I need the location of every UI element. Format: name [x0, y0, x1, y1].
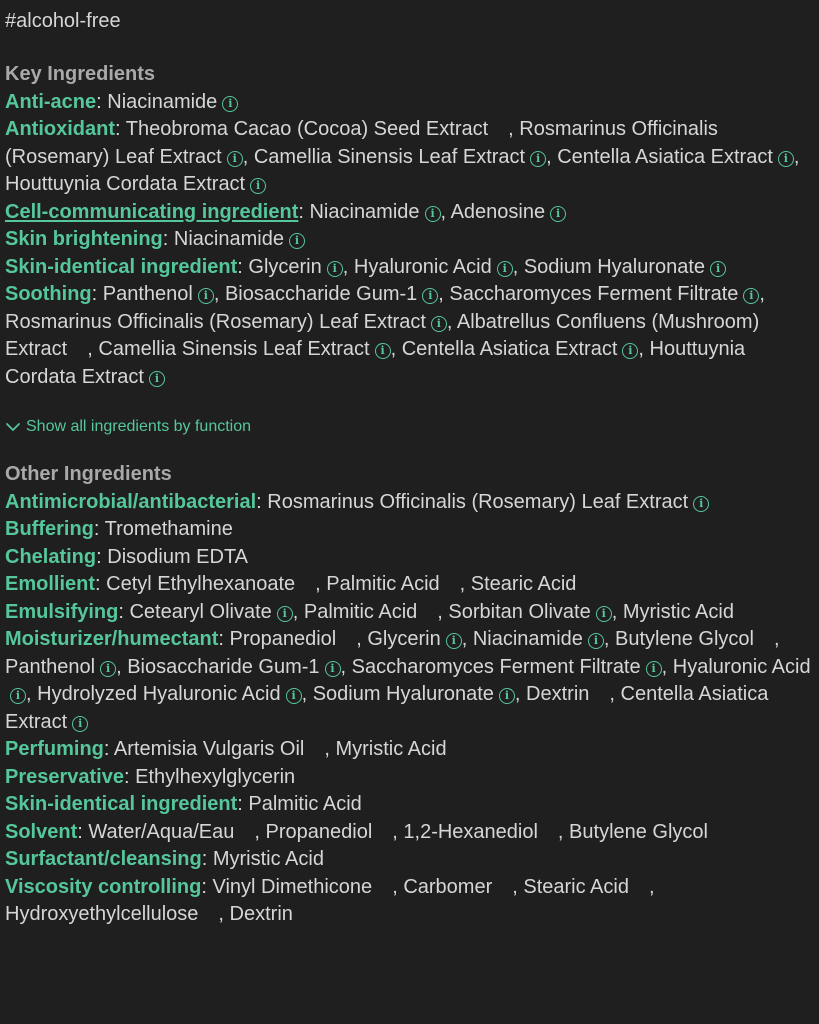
separator: ,: [546, 145, 558, 168]
key-row-skin-brightening: [5, 226, 815, 254]
other-row-emulsifying: [5, 599, 815, 627]
ingredient-link[interactable]: 1,2-Hexanediol: [403, 820, 538, 843]
info-icon[interactable]: i: [693, 496, 709, 512]
ingredient-link[interactable]: Sodium Hyaluronate: [523, 255, 706, 278]
info-icon[interactable]: i: [622, 343, 638, 359]
key-row-anti-acne: [5, 89, 815, 117]
separator: ,: [603, 628, 616, 650]
ingredient-link[interactable]: Carbomer: [403, 875, 493, 898]
ingredient-link[interactable]: Niacinamide: [309, 200, 420, 223]
separator: ,: [609, 683, 621, 705]
ingredient-link[interactable]: Sodium Hyaluronate: [312, 683, 494, 705]
other-row-chelating: [5, 544, 815, 572]
info-icon[interactable]: i: [227, 151, 243, 167]
separator: ,: [213, 283, 225, 305]
separator: :: [77, 820, 89, 843]
separator: ,: [514, 683, 527, 705]
ingredient-link[interactable]: Centella Asiatica Extract: [401, 338, 618, 360]
ingredient-link[interactable]: Butylene Glycol: [569, 820, 709, 843]
function-label[interactable]: Cell-communicating ingredient: [5, 200, 299, 223]
separator: :: [201, 848, 213, 870]
other-row-viscosity-controlling: [5, 874, 815, 929]
info-icon[interactable]: i: [596, 606, 612, 622]
ingredient-link[interactable]: Centella Asiatica Extract: [5, 683, 769, 733]
separator: :: [298, 200, 310, 223]
separator: :: [123, 765, 136, 788]
other-row-skin-identical-ingredient: [5, 791, 815, 819]
separator: ,: [512, 875, 524, 898]
ingredient-link[interactable]: Saccharomyces Ferment Filtrate: [449, 283, 739, 305]
info-icon[interactable]: i: [100, 661, 116, 677]
ingredient-link[interactable]: Stearic Acid: [470, 573, 577, 595]
separator: ,: [356, 628, 368, 650]
separator: ,: [26, 683, 38, 705]
separator: :: [96, 90, 108, 113]
ingredient-link[interactable]: Glycerin: [248, 255, 322, 278]
other-row-buffering: [5, 516, 815, 544]
separator: :: [162, 228, 174, 250]
ingredient-link[interactable]: Rosmarinus Officinalis (Rosemary) Leaf Extract: [267, 490, 689, 513]
ingredient-link[interactable]: Sorbitan Olivate: [448, 600, 591, 623]
separator: ,: [508, 118, 520, 140]
ingredient-link[interactable]: Propanediol: [265, 820, 373, 843]
function-label[interactable]: Chelating: [5, 545, 97, 568]
ingredient-link[interactable]: Water/Aqua/Eau: [88, 820, 235, 843]
info-icon[interactable]: i: [422, 288, 438, 304]
ingredient-link[interactable]: Myristic Acid: [335, 738, 447, 760]
separator: :: [118, 600, 130, 623]
ingredient-link[interactable]: Albatrellus Confluens (Mushroom) Extract: [5, 310, 760, 360]
separator: ,: [440, 200, 451, 223]
separator: ,: [242, 145, 254, 168]
separator: ,: [301, 683, 313, 705]
other-row-moisturizer-humectant: [5, 626, 815, 736]
info-icon[interactable]: i: [277, 606, 293, 622]
ingredient-link[interactable]: Hydroxyethylcellulose: [5, 903, 199, 925]
separator: ,: [254, 820, 266, 843]
ingredient-link[interactable]: Cetyl Ethylhexanoate: [106, 573, 296, 595]
function-label[interactable]: Anti-acne: [5, 90, 97, 113]
function-label[interactable]: Moisturizer/humectant: [5, 628, 219, 650]
function-label[interactable]: Emulsifying: [5, 600, 119, 623]
ingredient-link[interactable]: Rosmarinus Officinalis (Rosemary) Leaf Extract: [5, 310, 426, 333]
ingredient-link[interactable]: Glycerin: [367, 628, 441, 650]
separator: :: [218, 628, 230, 650]
separator: ,: [392, 820, 404, 843]
ingredient-link[interactable]: Ethylhexylglycerin: [135, 765, 296, 788]
info-icon[interactable]: i: [431, 316, 447, 332]
ingredient-link[interactable]: Dextrin: [229, 903, 293, 925]
ingredient-link[interactable]: Tromethamine: [104, 518, 233, 540]
ingredient-link[interactable]: Hydrolyzed Hyaluronic Acid: [37, 683, 281, 705]
separator: ,: [759, 283, 765, 305]
ingredient-link[interactable]: Hyaluronic Acid: [353, 255, 492, 278]
key-ingredients-title: Key Ingredients: [5, 63, 156, 85]
function-label[interactable]: Emollient: [5, 573, 96, 595]
function-label[interactable]: Viscosity controlling: [5, 875, 202, 898]
function-label[interactable]: Solvent: [5, 820, 78, 843]
separator: ,: [218, 903, 230, 925]
separator: :: [237, 255, 249, 278]
separator: ,: [459, 573, 471, 595]
separator: ,: [116, 655, 128, 678]
ingredient-link[interactable]: Adenosine: [450, 200, 546, 223]
info-icon[interactable]: i: [327, 261, 343, 277]
info-icon[interactable]: i: [72, 716, 88, 732]
separator: ,: [437, 600, 449, 623]
separator: ,: [638, 338, 650, 360]
other-row-preservative: [5, 764, 815, 792]
ingredient-link[interactable]: Niacinamide: [173, 228, 284, 250]
info-icon[interactable]: i: [497, 261, 513, 277]
info-icon[interactable]: i: [325, 661, 341, 677]
separator: ,: [557, 820, 570, 843]
separator: :: [91, 283, 103, 305]
function-label[interactable]: Skin brightening: [5, 228, 163, 250]
info-icon[interactable]: i: [198, 288, 214, 304]
info-icon[interactable]: i: [375, 343, 391, 359]
key-ingredients-list: [5, 89, 815, 392]
info-icon[interactable]: i: [425, 206, 441, 222]
info-icon[interactable]: i: [778, 151, 794, 167]
separator: :: [201, 875, 213, 898]
separator: ,: [87, 338, 99, 360]
separator: :: [103, 738, 114, 760]
info-icon[interactable]: i: [222, 96, 238, 112]
other-ingredients-title: Other Ingredients: [5, 463, 172, 485]
info-icon[interactable]: i: [499, 688, 515, 704]
separator: ,: [648, 875, 655, 898]
separator: ,: [392, 875, 404, 898]
other-row-perfuming: [5, 736, 815, 764]
ingredient-link[interactable]: Palmitic Acid: [303, 600, 418, 623]
separator: :: [96, 545, 108, 568]
separator: ,: [774, 628, 780, 650]
separator: :: [115, 118, 126, 140]
separator: ,: [512, 255, 524, 278]
ingredient-link[interactable]: Panthenol: [102, 283, 193, 305]
ingredient-link[interactable]: Vinyl Dimethicone: [212, 875, 373, 898]
info-icon[interactable]: i: [588, 633, 604, 649]
function-label[interactable]: Antioxidant: [5, 118, 115, 140]
ingredient-link[interactable]: Saccharomyces Ferment Filtrate: [351, 655, 641, 678]
ingredient-link[interactable]: Myristic Acid: [622, 600, 734, 623]
ingredient-link[interactable]: Houttuynia Cordata Extract: [5, 338, 746, 388]
alcohol-free-tag[interactable]: #alcohol-free: [5, 10, 121, 32]
key-row-skin-identical-ingredient: [5, 254, 815, 282]
ingredient-link[interactable]: Biosaccharide Gum-1: [127, 655, 320, 678]
ingredient-link[interactable]: Stearic Acid: [523, 875, 629, 898]
info-icon[interactable]: i: [286, 688, 302, 704]
separator: ,: [340, 655, 352, 678]
info-icon[interactable]: i: [149, 371, 165, 387]
info-icon[interactable]: i: [530, 151, 546, 167]
ingredient-link[interactable]: Butylene Glycol: [615, 628, 754, 650]
ingredient-link[interactable]: Propanediol: [229, 628, 337, 650]
separator: ,: [438, 283, 450, 305]
other-row-surfactant-cleansing: [5, 846, 815, 874]
show-all-label: Show all ingredients by function: [26, 418, 252, 435]
ingredient-link[interactable]: Cetearyl Olivate: [129, 600, 272, 623]
separator: ,: [793, 145, 800, 168]
show-all-ingredients-button[interactable]: [5, 417, 815, 437]
ingredient-link[interactable]: Palmitic Acid: [326, 573, 440, 595]
separator: :: [237, 793, 249, 815]
info-icon[interactable]: i: [710, 261, 726, 277]
info-icon[interactable]: i: [289, 233, 305, 249]
other-row-emollient: [5, 571, 815, 599]
other-ingredients-list: [5, 489, 815, 929]
key-row-soothing: [5, 281, 815, 391]
info-icon[interactable]: i: [646, 661, 662, 677]
ingredient-link[interactable]: Palmitic Acid: [248, 793, 362, 815]
ingredient-link[interactable]: Hyaluronic Acid: [672, 655, 811, 678]
function-label[interactable]: Skin-identical ingredient: [5, 255, 238, 278]
info-icon[interactable]: i: [743, 288, 759, 304]
info-icon[interactable]: i: [250, 178, 266, 194]
key-row-antioxidant: [5, 116, 815, 199]
ingredient-link[interactable]: Centella Asiatica Extract: [557, 145, 773, 168]
ingredient-link[interactable]: Niacinamide: [107, 90, 218, 113]
ingredient-link[interactable]: Rosmarinus Officinalis (Rosemary) Leaf Extract: [5, 118, 718, 168]
function-label[interactable]: Surfactant/cleansing: [5, 848, 202, 870]
ingredient-link[interactable]: Myristic Acid: [212, 848, 324, 870]
ingredient-link[interactable]: Niacinamide: [472, 628, 583, 650]
ingredient-link[interactable]: Panthenol: [5, 655, 96, 678]
ingredient-link[interactable]: Camellia Sinensis Leaf Extract: [98, 338, 370, 360]
info-icon[interactable]: i: [550, 206, 566, 222]
separator: ,: [446, 310, 457, 333]
separator: :: [95, 573, 107, 595]
separator: ,: [611, 600, 623, 623]
ingredient-link[interactable]: Biosaccharide Gum-1: [224, 283, 418, 305]
function-label[interactable]: Skin-identical ingredient: [5, 793, 238, 815]
separator: ,: [315, 573, 327, 595]
ingredient-link[interactable]: Theobroma Cacao (Cocoa) Seed Extract: [125, 118, 489, 140]
info-icon[interactable]: i: [446, 633, 462, 649]
separator: ,: [292, 600, 304, 623]
separator: ,: [461, 628, 473, 650]
function-label[interactable]: Preservative: [5, 765, 124, 788]
separator: ,: [324, 738, 336, 760]
info-icon[interactable]: i: [10, 688, 26, 704]
separator: :: [93, 518, 105, 540]
ingredient-link[interactable]: Artemisia Vulgaris Oil: [113, 738, 305, 760]
function-label[interactable]: Perfuming: [5, 738, 104, 760]
separator: ,: [342, 255, 354, 278]
separator: :: [256, 490, 268, 513]
separator: ,: [661, 655, 673, 678]
function-label[interactable]: Antimicrobial/antibacterial: [5, 490, 257, 513]
key-row-cell-communicating-ingredient: [5, 199, 815, 227]
other-row-antimicrobial-antibacterial: [5, 489, 815, 517]
ingredient-link[interactable]: Dextrin: [526, 683, 590, 705]
other-row-solvent: [5, 819, 815, 847]
chevron-down-icon: [5, 421, 21, 433]
ingredient-link[interactable]: Camellia Sinensis Leaf Extract: [253, 145, 526, 168]
ingredient-link[interactable]: Houttuynia Cordata Extract: [5, 173, 246, 195]
function-label[interactable]: Soothing: [5, 283, 92, 305]
function-label[interactable]: Buffering: [5, 518, 94, 540]
separator: ,: [390, 338, 402, 360]
ingredient-link[interactable]: Disodium EDTA: [107, 545, 249, 568]
